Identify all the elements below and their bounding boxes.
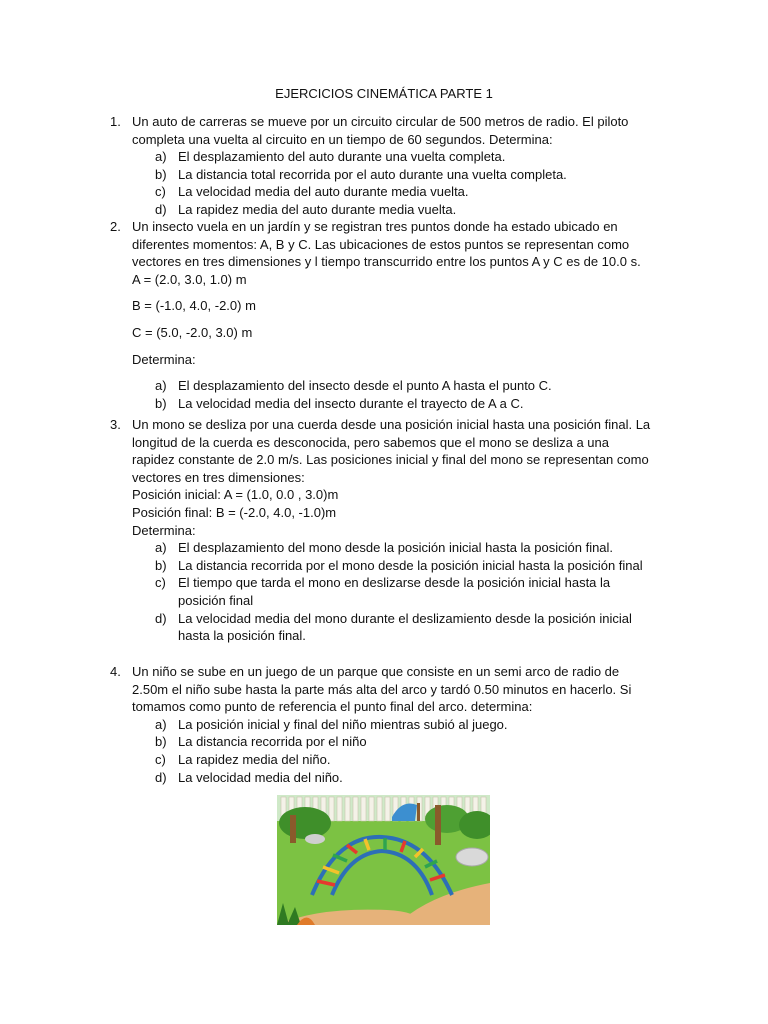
sub-question-letter: a) <box>155 149 167 165</box>
sub-question-letter: c) <box>155 184 166 200</box>
exercise-statement: Un mono se desliza por una cuerda desde una posición inicial hasta una posición final. La longitud de la cuerda es desconocida, pero sabemos que el mono se desliza a una rapidez constante de 2.0 m/s. Las posiciones inicial y final del mono se representan como vectores en tres dimensiones: <box>132 417 651 485</box>
sub-question-list <box>132 377 652 412</box>
sub-question-letter: c) <box>155 575 166 591</box>
sub-question <box>132 395 652 413</box>
determina-label: Determina: <box>132 351 196 367</box>
sub-question-text: El desplazamiento del insecto desde el punto A hasta el punto C. <box>178 378 552 394</box>
sub-question-text: La distancia total recorrida por el auto durante una vuelta completa. <box>178 166 567 182</box>
exercise-statement: Un niño se sube en un juego de un parque que consiste en un semi arco de radio de 2.50m el niño sube hasta la parte más alta del arco y tardó 0.50 minutos en hacerlo. Si tomamos como punto de referencia el punto final del arco. determina: <box>132 664 632 715</box>
sub-question-text: La velocidad media del auto durante media vuelta. <box>178 184 469 200</box>
exercise-statement: Un auto de carreras se mueve por un circuito circular de 500 metros de radio. El piloto completa una vuelta al circuito en un tiempo de 60 segundos. Determina: <box>132 114 629 147</box>
sub-question <box>132 148 652 166</box>
sub-question-letter: a) <box>155 378 167 394</box>
sub-question-text: El desplazamiento del mono desde la posición inicial hasta la posición final. <box>178 540 614 556</box>
sub-question-text: La distancia recorrida por el mono desde la posición inicial hasta la posición final <box>178 557 643 573</box>
sub-question-letter: a) <box>155 540 167 556</box>
point-a: A = (2.0, 3.0, 1.0) m <box>132 271 247 287</box>
sub-question-text: La velocidad media del niño. <box>178 769 343 785</box>
sub-question-letter: b) <box>155 395 167 411</box>
sub-question-letter: b) <box>155 734 167 750</box>
sub-question-letter: d) <box>155 201 167 217</box>
determina-label: Determina: <box>132 522 196 538</box>
exercise-statement: Un insecto vuela en un jardín y se registran tres puntos donde ha estado ubicado en diferentes momentos: A, B y C. Las ubicaciones de estos puntos se representan como vectores en tres dimensiones y l tiempo transcurrido entre los puntos A y C es de 10.0 s. <box>132 219 641 270</box>
sub-question-text: El desplazamiento del auto durante una vuelta completa. <box>178 149 506 165</box>
sub-question-text: La velocidad media del insecto durante el trayecto de A a C. <box>178 395 524 411</box>
sub-question-text: La distancia recorrida por el niño <box>178 734 367 750</box>
sub-question-text: La posición inicial y final del niño mientras subió al juego. <box>178 716 508 732</box>
exercise-number: 3. <box>110 417 121 432</box>
sub-question <box>132 377 652 395</box>
exercise-number: 1. <box>110 114 121 129</box>
sub-question-letter: d) <box>155 610 167 626</box>
sub-question <box>132 574 652 609</box>
point-b: B = (-1.0, 4.0, -2.0) m <box>132 298 256 314</box>
sub-question <box>132 201 652 219</box>
sub-question-text: La rapidez media del auto durante media vuelta. <box>178 201 457 217</box>
sub-question-list <box>132 716 652 786</box>
sub-question <box>132 539 652 557</box>
sub-question-list <box>132 539 652 645</box>
sub-question <box>132 557 652 575</box>
sub-question-letter: d) <box>155 769 167 785</box>
sub-question-letter: c) <box>155 751 166 767</box>
sub-question <box>132 716 652 734</box>
sub-question <box>132 166 652 184</box>
sub-question <box>132 183 652 201</box>
exercise-number: 4. <box>110 664 121 679</box>
sub-question-letter: b) <box>155 557 167 573</box>
sub-question <box>132 751 652 769</box>
initial-position: Posición inicial: A = (1.0, 0.0 , 3.0)m <box>132 487 339 503</box>
sub-question-text: El tiempo que tarda el mono en deslizarse desde la posición inicial hasta la posición final <box>178 575 611 608</box>
sub-question-letter: a) <box>155 716 167 732</box>
sub-question <box>132 733 652 751</box>
sub-question-list <box>132 148 652 218</box>
sub-question-text: La rapidez media del niño. <box>178 751 331 767</box>
playground-arch-icon <box>277 795 490 925</box>
sub-question-letter: b) <box>155 166 167 182</box>
sub-question <box>132 769 652 787</box>
sub-question <box>132 610 652 645</box>
final-position: Posición final: B = (-2.0, 4.0, -1.0)m <box>132 504 337 520</box>
point-c: C = (5.0, -2.0, 3.0) m <box>132 324 253 340</box>
sub-question-text: La velocidad media del mono durante el deslizamiento desde la posición inicial hasta la posición final. <box>178 610 632 644</box>
page-title: EJERCICIOS CINEMÁTICA PARTE 1 <box>275 86 493 101</box>
exercise-number: 2. <box>110 219 121 234</box>
playground-arch-illustration <box>277 795 490 925</box>
